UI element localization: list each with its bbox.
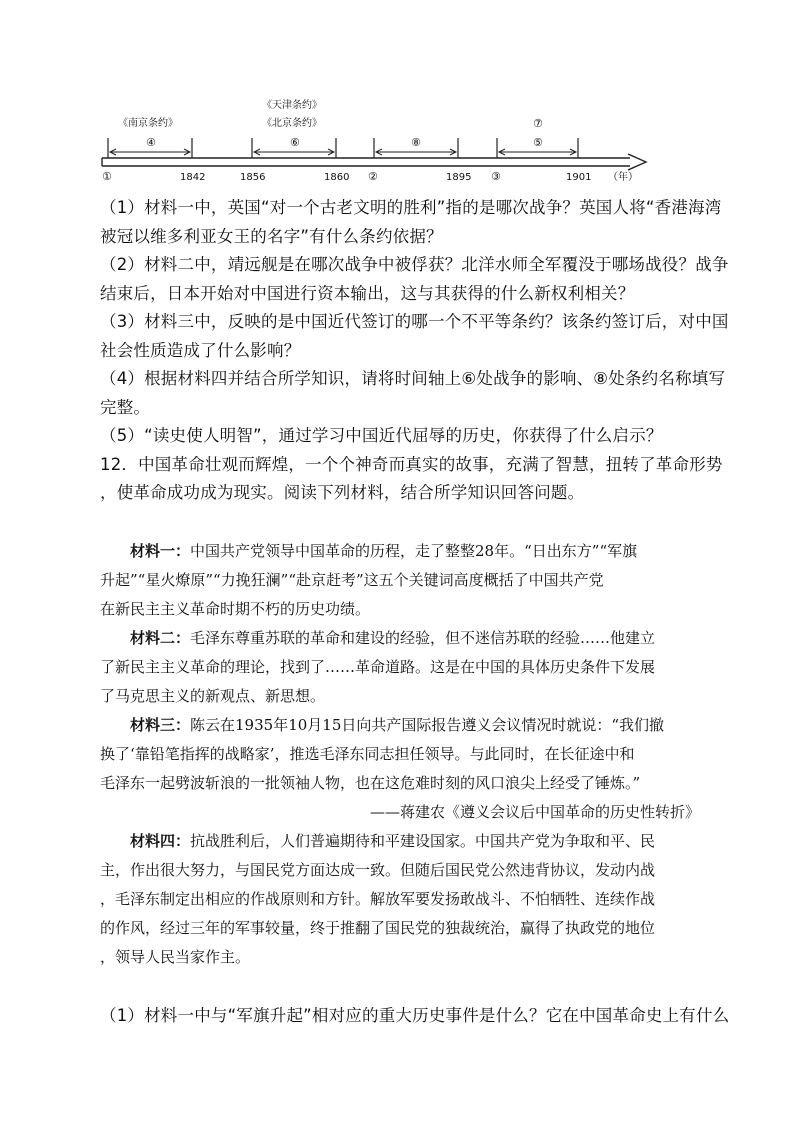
material-3-line2: 换了‘靠铅笔指挥的战略家’，推选毛泽东同志担任领导。与此同时，在长征途中和 — [100, 745, 635, 763]
year-unit: （年） — [608, 172, 638, 183]
material-1-label: 材料一： — [130, 542, 191, 560]
material-4-label: 材料四： — [130, 832, 191, 850]
timeline-arrowhead — [628, 154, 646, 170]
q11-2-line2: 结束后，日本开始对中国进行资本输出，这与其获得的什么新权利相关？ — [100, 283, 635, 303]
material-3-label: 材料三： — [130, 716, 191, 734]
marker-7: ⑦ — [533, 117, 543, 130]
year-1901: 1901 — [566, 172, 592, 183]
material-4-line4: 的作风，经过三年的军事较量，终于推翻了国民党的独裁统治，赢得了执政党的地位 — [100, 919, 656, 937]
q12-stem-line2: ，使革命成功成为现实。阅读下列材料，结合所学知识回答问题。 — [100, 483, 585, 502]
q11-3-line1: （3）材料三中，反映的是中国近代签订的哪一个不平等条约？该条约签订后，对中国 — [100, 312, 729, 331]
label-tianjin-treaty: 《天津条约》 — [262, 100, 322, 111]
q11-1-line1: （1）材料一中，英国“对一个古老文明的胜利”指的是哪次战争？英国人将“香港海湾 — [100, 198, 722, 217]
material-1-line1: 材料一：中国共产党领导中国革命的历程，走了整整28年。“日出东方”“军旗 — [130, 542, 638, 560]
label-nanjing-treaty: 《南京条约》 — [118, 118, 178, 129]
material-4-line1: 材料四：抗战胜利后，人们普遍期待和平建设国家。中国共产党为争取和平、民 — [130, 832, 656, 850]
questions-12 — [100, 1002, 730, 1031]
timeline-diagram — [0, 0, 794, 200]
material-2-line2: 了新民主主义革命的理论，找到了……革命道路。这是在中国的具体历史条件下发展 — [100, 658, 656, 676]
material-3-line3: 毛泽东一起劈波斩浪的一批领袖人物，也在这危难时刻的风口浪尖上经受了锤炼。” — [100, 774, 641, 792]
material-4-line3: ，毛泽东制定出相应的作战原则和方针。解放军要发扬敢战斗、不怕牺牲、连续作战 — [100, 890, 656, 908]
q12-stem-line1: 12．中国革命壮观而辉煌，一个个神奇而真实的故事，充满了智慧，扭转了革命形势 — [100, 454, 723, 474]
material-2-line3: 了马克思主义的新观点、新思想。 — [100, 687, 326, 705]
material-2-label: 材料二： — [130, 629, 191, 647]
year-1860: 1860 — [324, 172, 350, 183]
marker-4: ④ — [146, 136, 156, 149]
year-1842: 1842 — [180, 172, 206, 183]
q11-1-line2: 被冠以维多利亚女王的名字”有什么条约依据？ — [100, 226, 443, 246]
label-beijing-treaty: 《北京条约》 — [262, 118, 322, 129]
material-2-line1: 材料二：毛泽东尊重苏联的革命和建设的经验，但不迷信苏联的经验……他建立 — [130, 629, 656, 647]
marker-8: ⑧ — [411, 136, 421, 149]
material-3-line1: 材料三：陈云在1935年10月15日向共产国际报告遵义会议情况时就说：“我们撤 — [130, 716, 665, 734]
marker-3: ③ — [491, 170, 501, 183]
questions-11 — [100, 194, 729, 508]
material-3-source: ——蒋建农《遵义会议后中国革命的历史性转折》 — [369, 803, 700, 821]
material-1-line2: 升起”“星火燎原”“力挽狂澜”“赴京赶考”这五个关键词高度概括了中国共产党 — [100, 571, 604, 589]
material-1-line3: 在新民主主义革命时期不朽的历史功绩。 — [100, 600, 371, 618]
q11-4-line1: （4）根据材料四并结合所学知识，请将时间轴上⑥处战争的影响、⑧处条约名称填写 — [100, 369, 726, 388]
materials — [100, 537, 700, 972]
year-1895: 1895 — [446, 172, 472, 183]
q12-1-line1: （1）材料一中与“军旗升起”相对应的重大历史事件是什么？它在中国革命史上有什么 — [100, 1006, 730, 1025]
q11-2-line1: （2）材料二中，靖远舰是在哪次战争中被俘获？北洋水师全军覆没于哪场战役？战争 — [100, 255, 729, 274]
marker-2: ② — [368, 170, 378, 183]
material-4-line5: ，领导人民当家作主。 — [100, 948, 251, 966]
q11-5-line1: （5）“读史使人明智”，通过学习中国近代屈辱的历史，你获得了什么启示？ — [100, 426, 663, 445]
q11-4-line2: 完整。 — [100, 397, 151, 417]
material-4-line2: 主，作出很大努力，与国民党方面达成一致。但随后国民党公然违背协议，发动内战 — [100, 861, 656, 879]
marker-5-top: ⑤ — [533, 136, 543, 149]
year-1856: 1856 — [240, 172, 266, 183]
marker-1: ① — [102, 170, 112, 183]
q11-3-line2: 社会性质造成了什么影响？ — [100, 340, 301, 360]
marker-6: ⑥ — [290, 136, 300, 149]
